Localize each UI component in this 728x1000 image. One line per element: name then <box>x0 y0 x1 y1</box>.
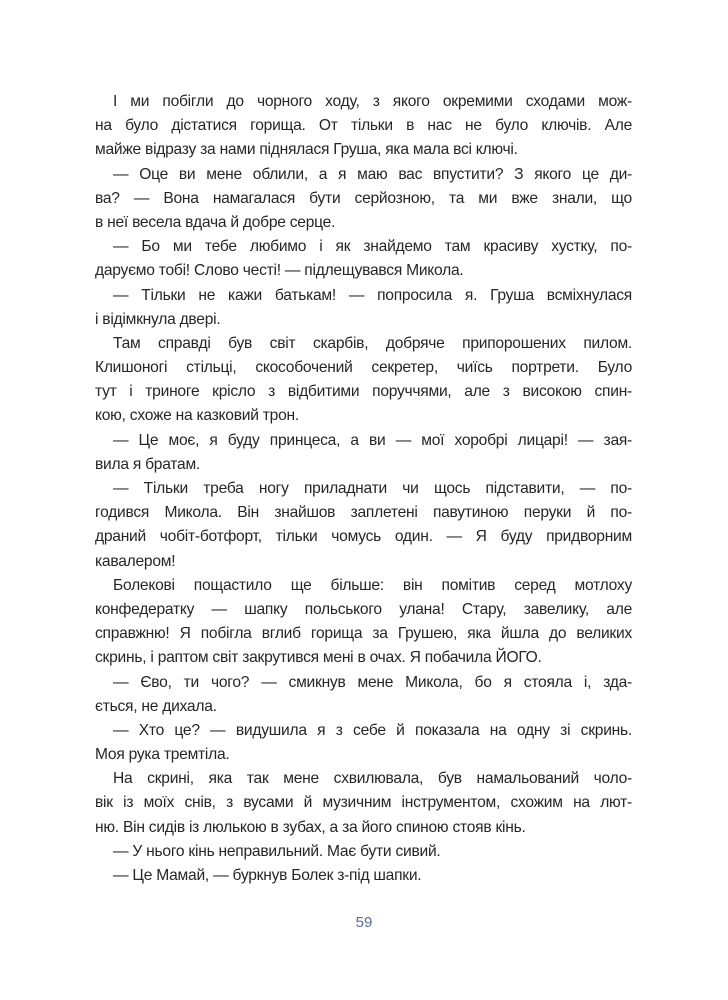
text-line: годився Микола. Він знайшов заплетені павутиною перуки й по- <box>95 504 632 522</box>
text-line: — Тільки не кажи батькам! — попросила я. Груша всміхнулася <box>113 286 632 304</box>
text-line: драний чобіт-ботфорт, тільки чомусь один. — Я буду придворним <box>95 528 632 546</box>
text-line: І ми побігли до чорного ходу, з якого окремими сходами мож- <box>113 93 632 110</box>
text-line: — Бо ми тебе любимо і як знайдемо там красиву хустку, по- <box>113 238 632 256</box>
text-line: на було дістатися горища. От тільки в нас не було ключів. Але <box>95 117 632 135</box>
text-line: даруємо тобі! Слово честі! — підлещувався Микола. <box>95 262 464 280</box>
text-line: скринь, і раптом світ закрутився мені в очах. Я побачила ЙОГО. <box>95 649 542 667</box>
text-line: — Це Мамай, — буркнув Болек з-під шапки. <box>113 867 422 884</box>
text-line: і відімкнула двері. <box>95 310 221 328</box>
page-number: 59 <box>355 914 373 931</box>
text-line: — У нього кінь неправильний. Має бути сивий. <box>113 842 441 860</box>
text-line: Моя рука тремтіла. <box>95 746 230 764</box>
text-line: — Єво, ти чого? — смикнув мене Микола, бо я стояла і, зда- <box>113 673 632 691</box>
text-line: Клишоногі стільці, скособочений секретер, чиїсь портрети. Було <box>95 359 632 377</box>
text-line: вила я братам. <box>95 455 201 473</box>
text-line: майже відразу за нами піднялася Груша, яка мала всі ключі. <box>95 141 518 159</box>
text-line: кою, схоже на казковий трон. <box>95 407 299 425</box>
text-line: кавалером! <box>95 552 176 570</box>
text-line: — Це моє, я буду принцеса, а ви — мої хоробрі лицарі! — зая- <box>113 431 632 449</box>
text-line: Там справді був світ скарбів, добряче припорошених пилом. <box>113 334 632 352</box>
text-line: На скрині, яка так мене схвилювала, був намальований чоло- <box>113 770 632 788</box>
text-line: — Хто це? — видушила я з себе й показала на одну зі скринь. <box>113 721 632 739</box>
text-line: — Оце ви мене облили, а я маю вас впустити? З якого це ди- <box>113 165 632 183</box>
text-line: справжню! Я побігла вглиб горища за Грушею, яка йшла до великих <box>95 625 632 643</box>
text-line: в неї весела вдача й добре серце. <box>95 213 336 231</box>
text-line: вік із моїх снів, з вусами й музичним інструментом, схожим на лют- <box>95 794 632 812</box>
text-line: конфедератку — шапку польського улана! Стару, завелику, але <box>95 600 632 618</box>
text-line: — Тільки треба ногу приладнати чи щось підставити, — по- <box>113 480 632 497</box>
text-line: Болекові пощастило ще більше: він помітив серед мотлоху <box>113 576 632 594</box>
text-line: тут і триноге крісло з відбитими поруччями, але з високою спин- <box>95 383 632 401</box>
text-line: ється, не дихала. <box>95 697 217 715</box>
body-text <box>95 90 632 888</box>
text-line: ва? — Вона намагалася бути серйозною, та ми вже знали, що <box>95 189 632 207</box>
text-line: ню. Він сидів із люлькою в зубах, а за його спиною стояв кінь. <box>95 818 526 836</box>
